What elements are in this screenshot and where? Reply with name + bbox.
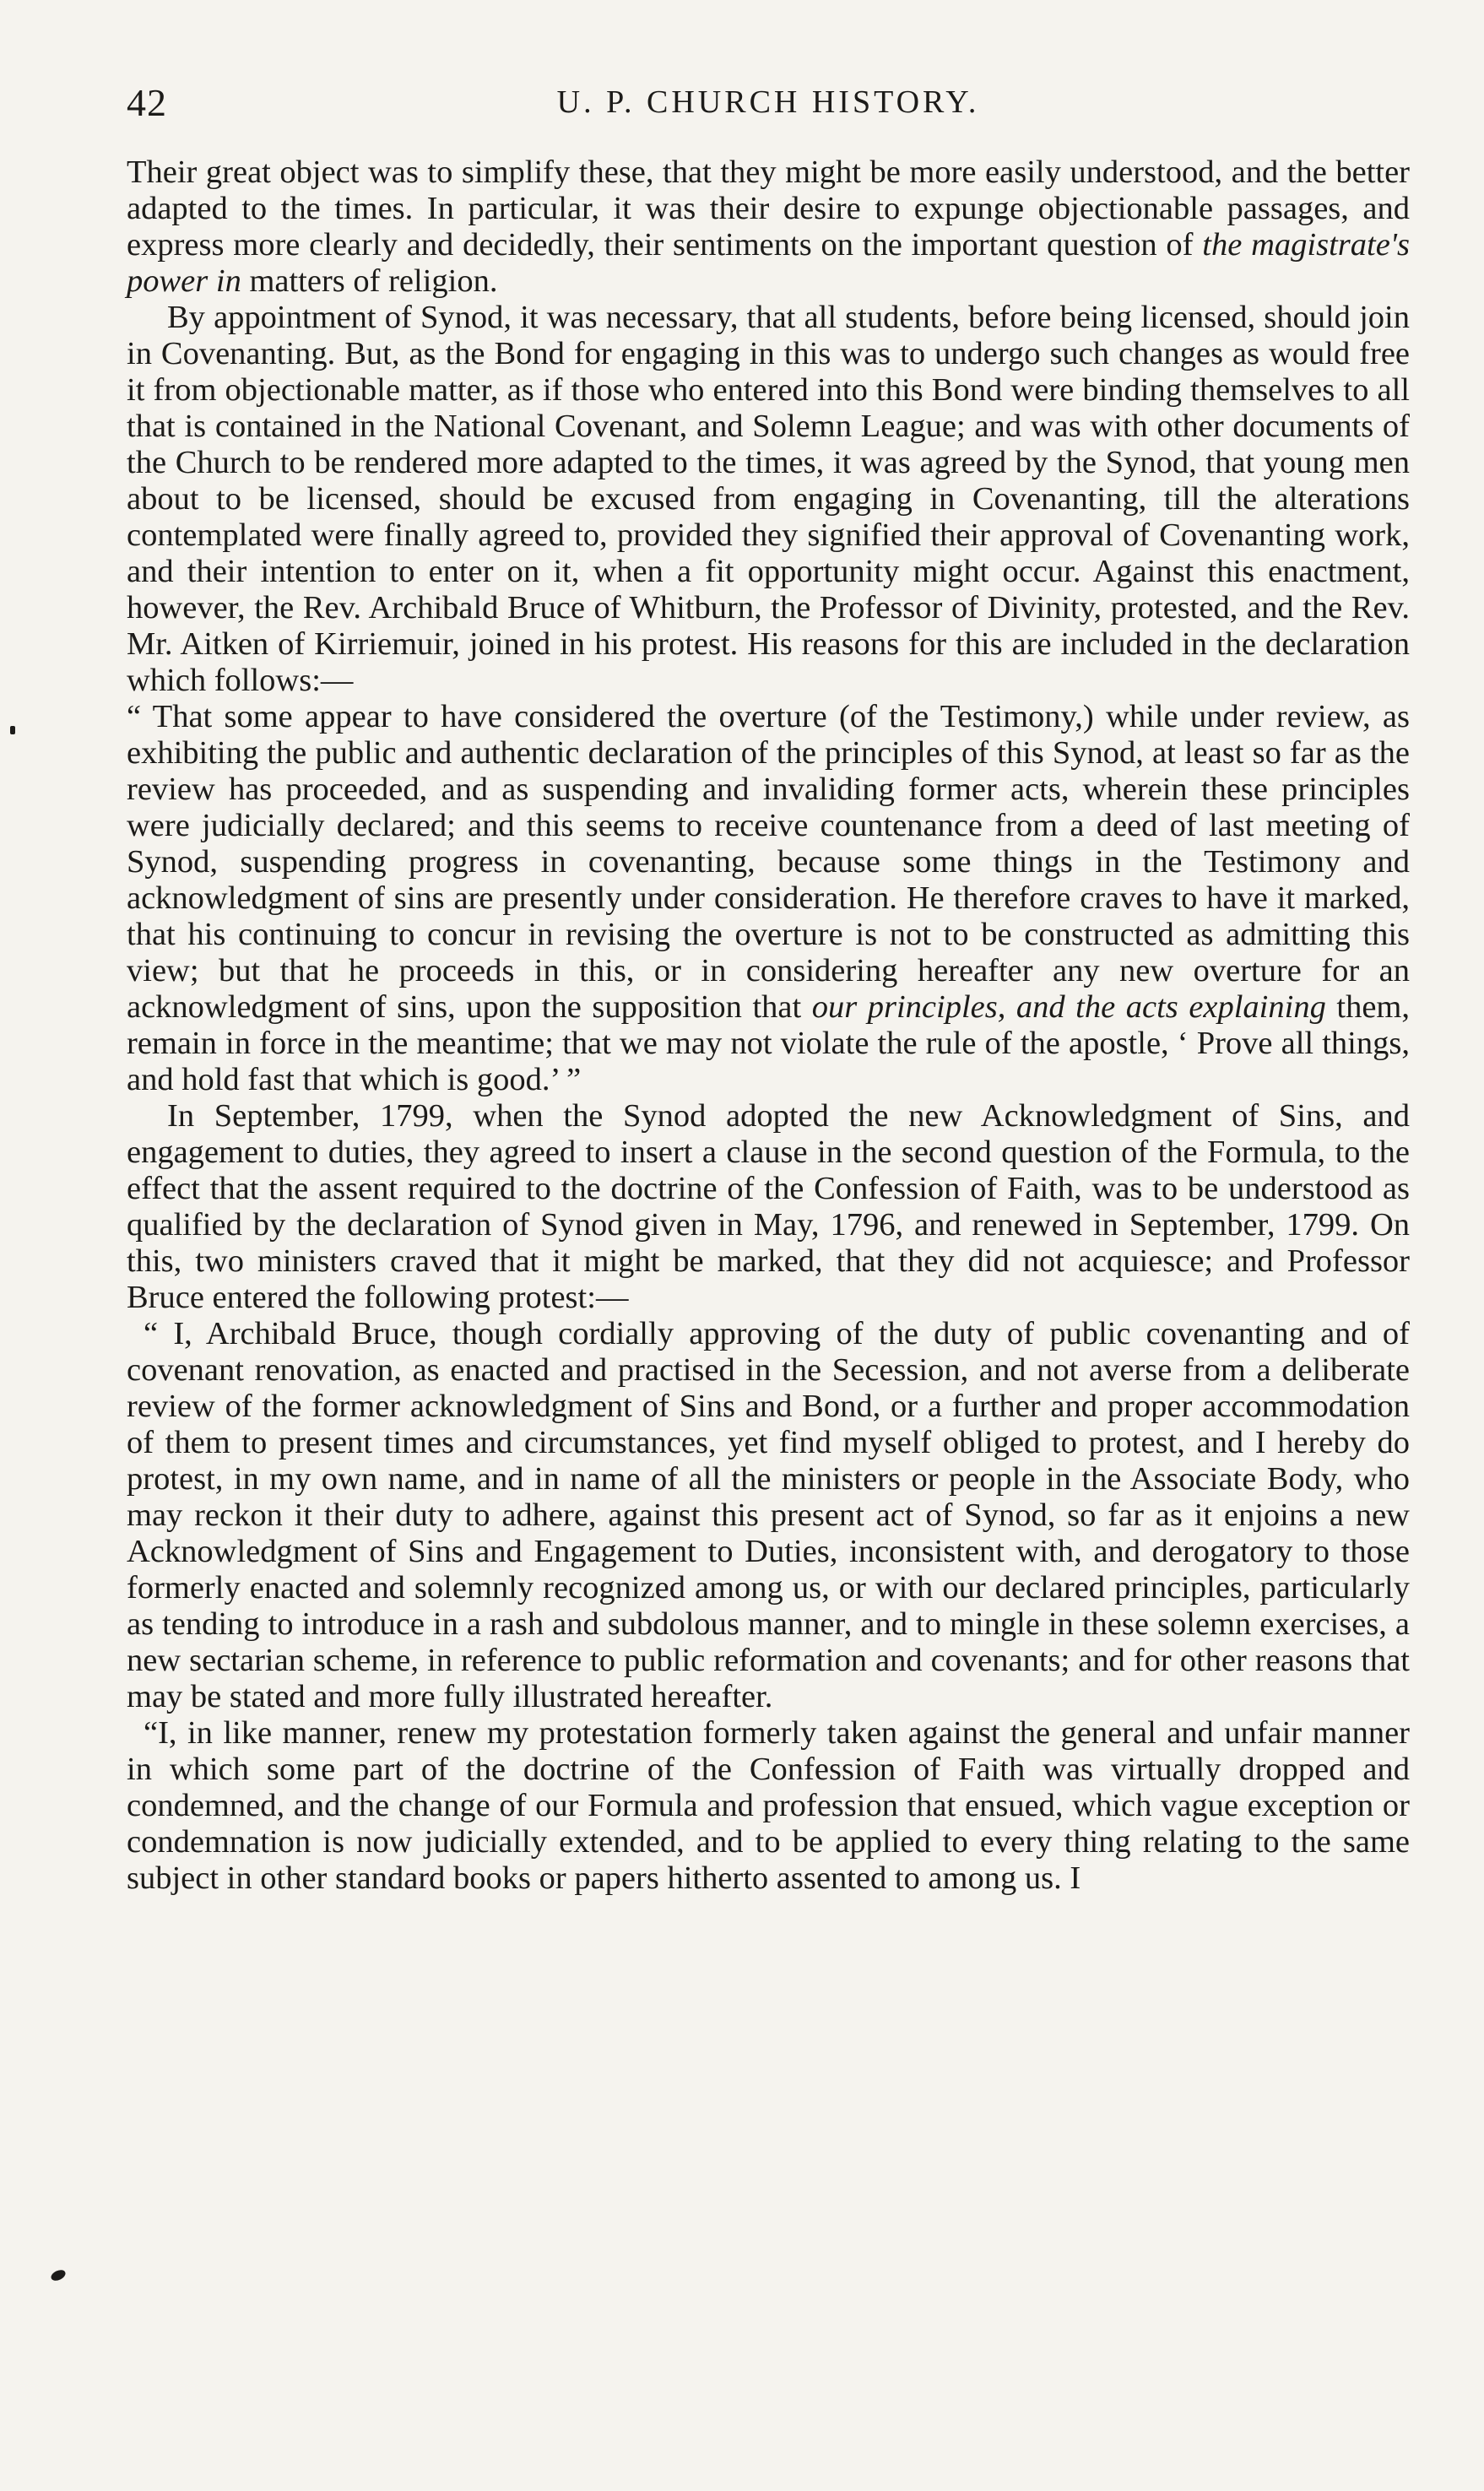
italic-phrase: our principles, and the acts explaining [811,989,1326,1025]
ink-blot [50,2268,68,2283]
protest-paragraph-1: “ I, Archibald Bruce, though cordially approving of the duty of public covenanting and of covenant renovation, as enacted and practised in the Secession, and not averse from a deliberate review of the former acknowledgment of Sins and Bond, or a further and proper accommodation of them to present times and circumstances, yet find myself obliged to protest, and I hereby do protest, in my own name, and in name of all the ministers or people in the Associate Body, who may reckon it their duty to adhere, against this present act of Synod, so far as it enjoins a new Acknowledgment of Sins and Engagement to Duties, inconsistent with, and derogatory to those formerly enacted and solemnly recognized among us, or with our declared principles, particularly as tending to introduce in a rash and subdolous manner, and to mingle in these solemn exercises, a new sectarian scheme, in reference to public reformation and covenants; and for other reasons that may be stated and more fully illustrated hereafter. [127,1316,1410,1714]
protest-paragraph-2: “I, in like manner, renew my protestation formerly taken against the general and unfair manner in which some part of the doctrine of the Confession of Faith was virtually dropped and condemned, and the change of our Formula and profession that ensued, which vague exception or condemnation is now judicially extended, and to be applied to every thing relating to the same subject in other standard books or papers hitherto assented to among us. I [127,1715,1410,1896]
paragraph-2: By appointment of Synod, it was necessary, that all students, before being licensed, should join in Covenanting. But, as the Bond for engaging in this was to undergo such changes as would free it from objectionable matter, as if those who entered into this Bond were binding themselves to all that is contained in the National Covenant, and Solemn League; and was with other documents of the Church to be rendered more adapted to the times, it was agreed by the Synod, that young men about to be licensed, should be excused from engaging in Covenanting, till the alterations contemplated were finally agreed to, provided they signified their approval of Covenanting work, and their intention to enter on it, when a fit opportunity might occur. Against this enactment, however, the Rev. Archibald Bruce of Whitburn, the Professor of Divinity, protested, and the Rev. Mr. Aitken of Kirriemuir, joined in his protest. His reasons for this are included in the declaration which follows:— [127,300,1410,698]
page-body [127,154,1410,1897]
margin-mark [10,726,15,734]
italic-phrase: the magistrate's power in [127,227,1411,299]
paragraph-4: In September, 1799, when the Synod adopted the new Acknowledgment of Sins, and engagement to duties, they agreed to insert a clause in the second question of the Formula, to the effect that the assent required to the doctrine of the Confession of Faith, was to be understood as qualified by the declaration of Synod given in May, 1796, and renewed in September, 1799. On this, two ministers craved that it might be marked, that they did not acquiesce; and Professor Bruce entered the following protest:— [127,1098,1410,1315]
page-number: 42 [127,81,167,124]
running-head: U. P. CHURCH HISTORY. [556,84,980,120]
quoted-declaration: “ That some appear to have considered the overture (of the Testimony,) while under review, as exhibiting the public and authentic declaration of the principles of this Synod, at least so far as the review has proceeded, and as suspending and invaliding former acts, wherein these principles were judicially declared; and this seems to receive countenance from a deed of last meeting of Synod, suspending progress in covenanting, because some things in the Testimony and acknowledgment of sins are presently under consideration. He therefore craves to have it marked, that his continuing to concur in revising the overture is not to be constructed as admitting this view; but that he proceeds in this, or in considering hereafter any new overture for an acknowledgment of sins, upon the supposition that our principles, and the acts explaining them, remain in force in the meantime; that we may not violate the rule of the apostle, ‘ Prove all things, and hold fast that which is good.’ ” [127,699,1410,1097]
book-page [127,80,1410,2427]
page-header [127,80,1410,131]
paragraph-1: Their great object was to simplify these, that they might be more easily understood, and the better adapted to the times. In particular, it was their desire to expunge objectionable passages, and express more clearly and decidedly, their sentiments on the important question of the magistrate's power in matters of religion. [127,154,1411,299]
